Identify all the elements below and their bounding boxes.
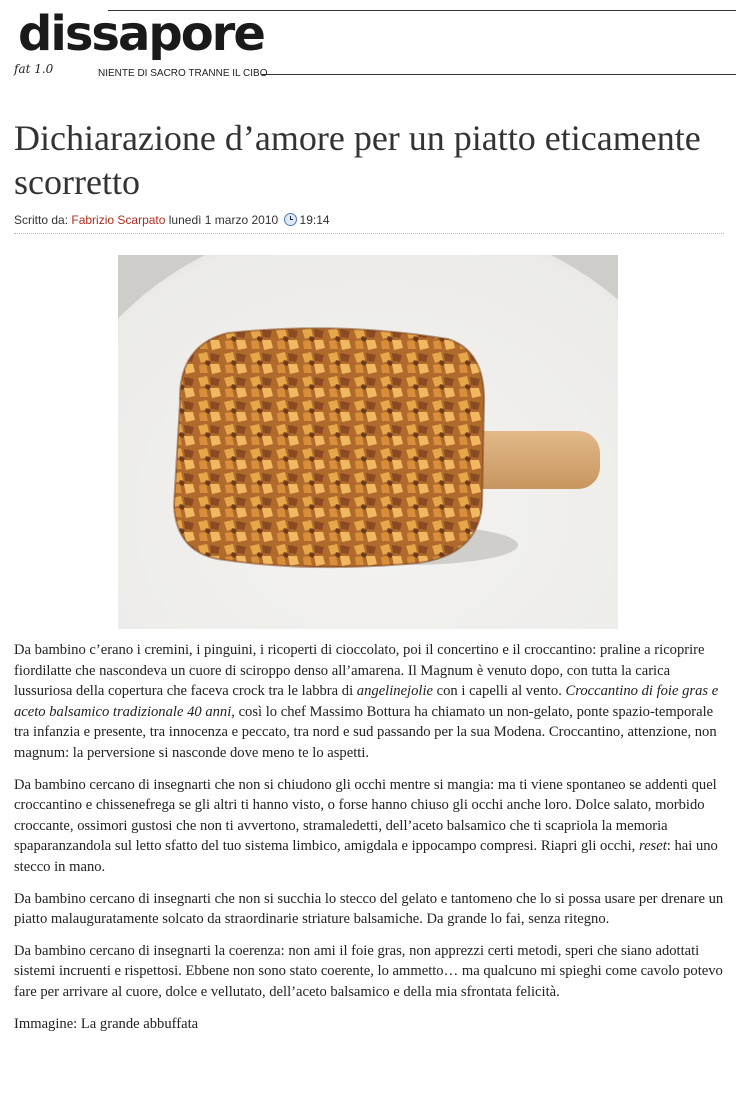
byline-prefix: Scritto da:	[14, 213, 69, 227]
logo-wordmark[interactable]: dissapore	[18, 6, 264, 62]
image-credit: Immagine: La grande abbuffata	[14, 1015, 199, 1032]
article-body	[14, 640, 726, 1045]
paragraph-text: con i capelli al vento.	[433, 683, 566, 700]
article-photo	[118, 255, 618, 629]
site-logo[interactable]	[14, 6, 274, 76]
paragraph-text: : hai uno stecco in mano.	[14, 838, 718, 875]
site-header	[0, 0, 736, 84]
paragraph-text: Da bambino cercano di insegnarti che non si chiudono gli occhi mentre si mangia: ma ti viene spontaneo se addenti quel croccantino e chissenefrega se gli altri ti hanno visto, o forse hanno chiuso gli occhi anche loro. Dolce salato, morbido croccante, ossimori gustosi che non ti avvertono, stramaledetti, dell’aceto balsamico che ti scapriola la memoria spaparanzandola sul letto sfatto del tuo sistema limbico, amigdala e ippocampo compresi. Riapri gli occhi,	[14, 776, 717, 855]
emphasis-text: reset	[638, 838, 667, 855]
croccantino-photo-illustration	[118, 255, 618, 629]
header-bottom-rule	[262, 74, 736, 75]
publish-time: 19:14	[299, 213, 330, 227]
article-paragraph	[14, 775, 726, 878]
clock-icon	[284, 213, 297, 226]
emphasis-text: Croccantino di foie gras e aceto balsamico tradizionale 40 anni	[14, 683, 719, 720]
byline-divider	[14, 233, 724, 234]
article-byline	[14, 213, 330, 227]
publish-date: lunedì 1 marzo 2010	[168, 213, 279, 227]
emphasis-text: angelinejolie	[356, 683, 433, 700]
site-tagline: NIENTE DI SACRO TRANNE IL CIBO	[98, 68, 268, 79]
article-title: Dichiarazione d’amore per un piatto eticamente scorretto	[14, 118, 701, 202]
version-label: fat 1.0	[14, 62, 54, 76]
paragraph-text: , così lo chef Massimo Bottura ha chiamato un non-gelato, ponte spazio-temporale tra infanzia e presente, tra innocenza e peccato, tra nord e sud passando per la sua Modena. Croccantino, attenzione, non magnum: la perversione si nasconde dove meno te lo aspetti.	[14, 703, 717, 761]
article-paragraph: Da bambino cercano di insegnarti che non si succhia lo stecco del gelato e tantomeno che lo si possa usare per drenare un piatto malauguratamente solcato da straordinarie striature balsamiche. Da grande lo fai, senza ritegno.	[14, 890, 724, 928]
paragraph-text: Da bambino c’erano i cremini, i pinguini, i ricoperti di cioccolato, poi il concertino e il croccantino: praline a ricoprire fiordilatte che nascondeva un cuore di sciroppo denso all’amarena. Il Magnum è venuto dopo, con tutta la carica lussuriosa della copertura che faceva crock tra le labbra di	[14, 642, 705, 700]
author-link[interactable]: Fabrizio Scarpato	[71, 213, 166, 227]
article-paragraph	[14, 640, 726, 764]
article-paragraph: Da bambino cercano di insegnarti la coerenza: non ami il foie gras, non apprezzi certi metodi, speri che siano adottati sistemi incruenti e rispettosi. Ebbene non sono stato coerente, lo ammetto… ma qualcuno mi spieghi come cavolo potevo fare per arrivare al cuore, dolce e vellutato, dell’aceto balsamico e della mia sfrontata felicità.	[14, 942, 723, 1000]
